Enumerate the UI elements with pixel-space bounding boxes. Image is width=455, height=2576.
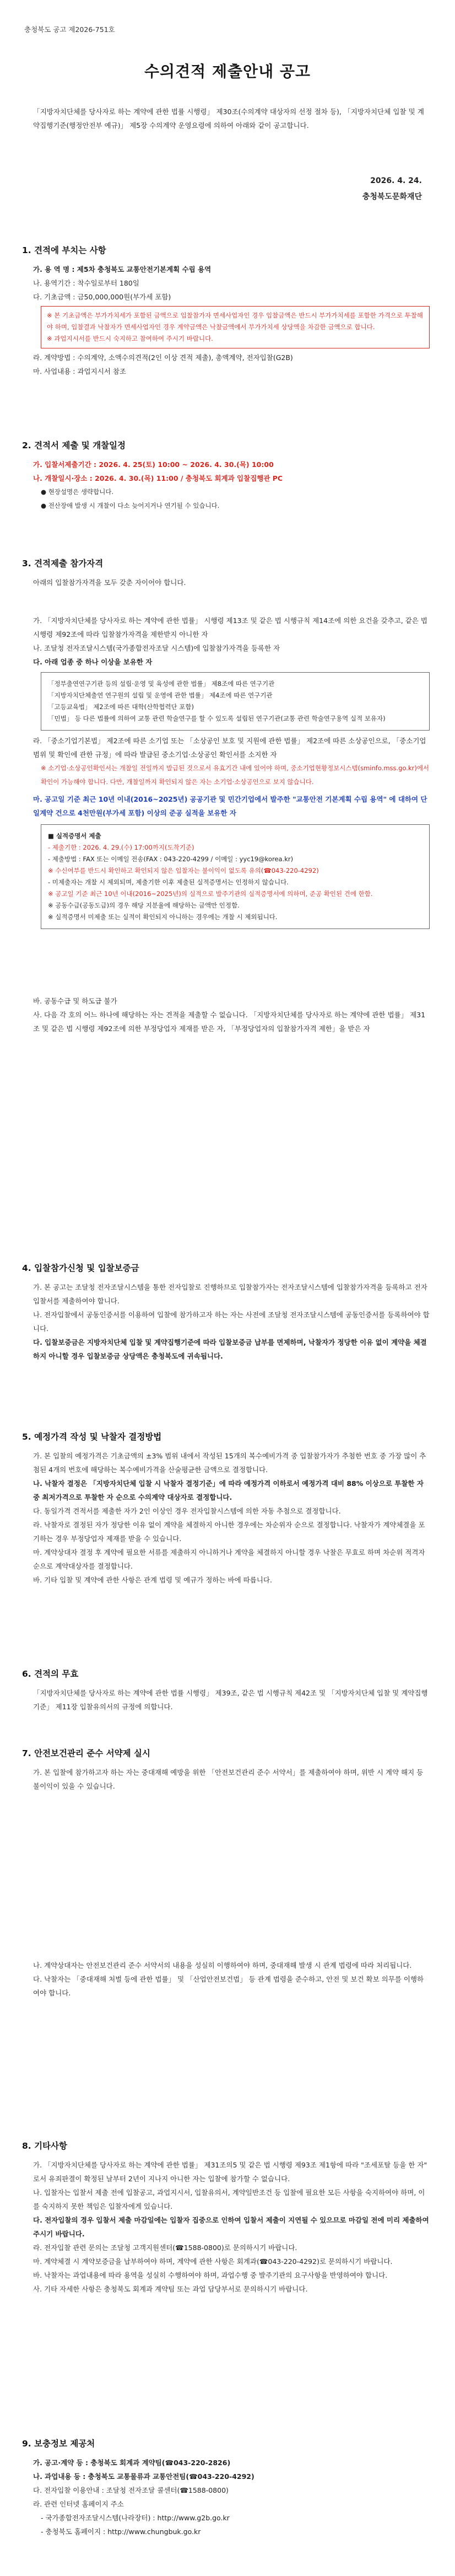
service-name: 가. 용 역 명 : 제5차 충청북도 교통안전기본계획 수립 용역 [33, 265, 212, 273]
price-na: 나. 낙찰자 결정은 「지방자치단체 입찰 시 낙찰자 결정기준」에 따라 예정가격 이하로서 예정가격 대비 88% 이상으로 투찰한 자 중 최저가격으로 투찰한 자 순으로 수의계약 대상자로 결정합니다. [33, 1479, 424, 1501]
safety-na: 나. 계약상대자는 안전보건관리 준수 서약서의 내용을 성실히 이행하여야 하며, 중대재해 발생 시 관계 법령에 따라 처리됩니다. [33, 1961, 412, 1969]
vat-note-2: ※ 과업지시서를 반드시 숙지하고 참여하여 주시기 바랍니다. [47, 335, 213, 342]
qual-na: 나. 조달청 전자조달시스템(국가종합전자조달 시스템)에 입찰참가자격을 등록한 자 [33, 644, 280, 652]
contact-ebid: 다. 전자입찰 이용안내 : 조달청 전자조달 콜센터(☎1588-0800) [33, 2486, 229, 2494]
opening-schedule: 나. 개찰일시·장소 : 2026. 4. 30.(목) 11:00 / 충청북도 회계과 입찰집행관 PC [33, 474, 283, 482]
institution-4: 「민법」 등 다른 법률에 의하여 교통 관련 학술연구를 할 수 있도록 설립된 연구기관(교통 관련 학술연구용역 실적 보유자) [48, 715, 386, 722]
notice-date: 2026. 4. 24. [370, 176, 422, 185]
section-8-title: 8. 기타사항 [22, 2141, 67, 2151]
section-1-body [33, 262, 430, 378]
cert-exclusion-note: ※ 실적증명서 미제출 또는 실적이 확인되지 아니하는 경우에는 개찰 시 제외됩니다. [48, 913, 278, 921]
section-7-body [33, 1765, 430, 2000]
section-2-body [33, 458, 430, 513]
link-g2b[interactable]: - 국가종합전자조달시스템(나라장터) : http://www.g2b.go.kr [41, 2514, 230, 2522]
cert-missing-note: - 미제출자는 개찰 시 제외되며, 제출기한 이후 제출된 실적증명서는 인정하지 않습니다. [48, 878, 289, 886]
bid-na: 나. 전자입찰에서 공동인증서를 이용하여 입찰에 참가하고자 하는 자는 사전에 조달청 전자조달시스템에 공동인증서를 등록하여야 합니다. [33, 1311, 430, 1333]
qual-da: 다. 아래 업종 중 하나 이상을 보유한 자 [33, 658, 153, 666]
service-period: 나. 용역기간 : 착수일로부터 180일 [33, 279, 139, 287]
cert-period-note: ※ 공고일 기준 최근 10년 이내(2016~2025년)의 실적으로 발주기관의 실적증명서에 의하며, 준공 확인된 건에 한함. [48, 890, 373, 898]
misc-ma: 마. 계약체결 시 계약보증금을 납부하여야 하며, 계약에 관한 사항은 회계과(☎043-220-4292)로 문의하시기 바랍니다. [33, 2257, 393, 2266]
institution-2: 「지방자치단체출연 연구원의 설립 및 운영에 관한 법률」 제4조에 따른 연구기관 [48, 691, 273, 699]
misc-ba: 바. 낙찰자는 과업내용에 따라 용역을 성실히 수행하여야 하며, 과업수행 중 발주기관의 요구사항을 반영하여야 합니다. [33, 2271, 388, 2279]
vat-note-1: ※ 본 기초금액은 부가가치세가 포함된 금액으로 입찰참가자 면세사업자인 경우 입찰금액은 반드시 부가가치세를 포함한 가격으로 투찰해야 하며, 입찰결과 낙찰자가 면세사업자인 경우 계약금액은 낙찰금액에서 부가가치세 상당액을 차감한 금액으로 합니다. [47, 312, 423, 331]
contact-websites: 라. 관련 인터넷 홈페이지 주소 [33, 2500, 124, 2508]
section-7-title: 7. 안전보건관리 준수 서약제 실시 [22, 1748, 150, 1758]
project-content: 마. 사업내용 : 과업지시서 참조 [33, 367, 126, 375]
contract-method: 라. 계약방법 : 수의계약, 소액수의견적(2인 이상 견적 제출), 총액계약, 전자입찰(G2B) [33, 353, 293, 362]
section-2-title: 2. 견적서 제출 및 개찰일정 [22, 441, 126, 450]
institution-3: 「고등교육법」 제2조에 따른 대학(산학협력단 포함) [48, 703, 194, 711]
section-9-body [33, 2456, 430, 2539]
performance-cert-box [41, 824, 430, 929]
misc-na: 나. 입찰자는 입찰서 제출 전에 입찰공고, 과업지시서, 입찰유의서, 계약일반조건 등 입찰에 필요한 모든 사항을 숙지하여야 하며, 이를 숙지하지 못한 책임은 입찰자에게 있습니다. [33, 2188, 425, 2210]
contact-contract: 가. 공고·계약 등 : 충청북도 회계과 계약팀(☎043-220-2826) [33, 2459, 231, 2467]
eligible-institutions-box [41, 672, 430, 731]
safety-ga: 가. 본 입찰에 참가하고자 하는 자는 중대재해 예방을 위한 「안전보건관리 준수 서약서」를 제출하여야 하며, 위반 시 계약 해지 등 불이익이 있을 수 있습니다. [33, 1768, 424, 1790]
price-ga: 가. 본 입찰의 예정가격은 기초금액의 ±3% 범위 내에서 작성된 15개의 복수예비가격 중 입찰참가자가 추첨한 번호 중 가장 많이 추첨된 4개의 번호에 해당하는 복수예비가격을 산술평균한 금액으로 결정합니다. [33, 1452, 426, 1474]
section-5-body [33, 1449, 430, 1587]
issuing-org: 충청북도문화재단 [362, 192, 422, 201]
cert-joint-note: ※ 공동수급(공동도급)의 경우 해당 지분율에 해당하는 금액만 인정함. [48, 901, 240, 909]
price-da: 다. 동일가격 견적서를 제출한 자가 2인 이상인 경우 전자입찰시스템에 의한 자동 추첨으로 결정합니다. [33, 1507, 341, 1515]
invalid-bid-text: 「지방자치단체를 당사자로 하는 계약에 관한 법률 시행령」 제39조, 같은 법 시행규칙 제42조 및 「지방자치단체 입찰 및 계약집행기준」 제11장 입찰유의서의 규정에 의합니다. [33, 1689, 428, 1711]
section-4-body [33, 1280, 430, 1363]
qual-ma: 마. 공고일 기준 최근 10년 이내(2016~2025년) 공공기관 및 민간기업에서 발주한 "교통안전 기본계획 수립 용역" 에 대하여 단일계약 건으로 4천만원(부가세 포함) 이상의 준공 실적을 보유한 자 [33, 795, 427, 817]
price-ba: 바. 기타 입찰 및 계약에 관한 사항은 관계 법령 및 예규가 정하는 바에 따릅니다. [33, 1576, 272, 1584]
notice-number: 충청북도 공고 제2026-751호 [24, 25, 115, 34]
qual-ba: 바. 공동수급 및 하도급 불가 [33, 997, 117, 1005]
institution-1: 「정부출연연구기관 등의 설립·운영 및 육성에 관한 법률」 제8조에 따른 연구기관 [48, 680, 275, 688]
section-5-title: 5. 예정가격 작성 및 낙찰자 결정방법 [22, 1432, 162, 1442]
site-briefing-note: ● 현장설명은 생략합니다. [41, 488, 114, 496]
cert-heading: ■ 실적증명서 제출 [48, 832, 101, 840]
page-title: 수의견적 제출안내 공고 [144, 62, 311, 80]
intro-paragraph: 「지방자치단체를 당사자로 하는 계약에 관한 법률 시행령」 제30조(수의계약 대상자의 선정 절차 등), 「지방자치단체 입찰 및 계약집행기준(행정안전부 예규)」 제5장 수의계약 운영요령에 의하여 아래와 같이 공고합니다. [33, 108, 424, 130]
qual-ga: 가. 「지방자치단체를 당사자로 하는 계약에 관한 법률」 시행령 제13조 및 같은 법 시행규칙 제14조에 의한 요건을 갖추고, 같은 법 시행령 제92조에 따라 입찰참가자격을 제한받지 아니한 자 [33, 616, 427, 638]
misc-sa: 사. 기타 자세한 사항은 충청북도 회계과 계약팀 또는 과업 담당부서로 문의하시기 바랍니다. [33, 2285, 308, 2293]
cert-deadline: - 제출기한 : 2026. 4. 29.(수) 17:00까지(도착기준) [48, 844, 194, 851]
submission-period: 가. 입찰서제출기간 : 2026. 4. 25(토) 10:00 ~ 2026. 4. 30.(목) 10:00 [33, 460, 274, 469]
qual-ra: 라. 「중소기업기본법」 제2조에 따른 소기업 또는 「소상공인 보호 및 지원에 관한 법률」 제2조에 따른 소상공인으로, 「중소기업범위 및 확인에 관한 규정」에 따라 발급된 중소기업·소상공인 확인서를 소지한 자 [33, 737, 426, 759]
section-4-title: 4. 입찰참가신청 및 입찰보증금 [22, 1263, 139, 1273]
link-chungbuk[interactable]: - 충청북도 홈페이지 : http://www.chungbuk.go.kr [41, 2527, 201, 2536]
contact-task: 나. 과업내용 등 : 충청북도 교통물류과 교통안전팀(☎043-220-4292) [33, 2472, 254, 2481]
cert-method: - 제출방법 : FAX 또는 이메일 전송(FAX : 043-220-4299 / 이메일 : yyc19@korea.kr) [48, 855, 294, 863]
bid-da: 다. 입찰보증금은 지방자치단체 입찰 및 계약집행기준에 따라 입찰보증금 납부를 면제하며, 낙찰자가 정당한 이유 없이 계약을 체결하지 아니할 경우 입찰보증금 상당액은 충청북도에 귀속됩니다. [33, 1338, 427, 1360]
bid-ga: 가. 본 공고는 조달청 전자조달시스템을 통한 전자입찰로 진행하므로 입찰참가자는 전자조달시스템에 입찰참가자격을 등록하고 전자입찰서를 제출하여야 합니다. [33, 1283, 427, 1305]
section-8-body [33, 2158, 430, 2296]
misc-da: 다. 전자입찰의 경우 입찰서 제출 마감일에는 입찰자 집중으로 인하여 입찰서 제출이 지연될 수 있으므로 마감일 전에 미리 제출하여 주시기 바랍니다. [33, 2216, 429, 2238]
cert-receipt-note: ※ 수신여부를 반드시 확인하고 확인되지 않은 입찰자는 불이익이 없도록 유의(☎043-220-4292) [48, 867, 319, 874]
section-6-body [33, 1686, 430, 1714]
section-3-body [33, 576, 430, 1035]
price-ma: 마. 계약상대자 결정 후 계약에 필요한 서류를 제출하지 아니하거나 계약을 체결하지 아니할 경우 낙찰은 무효로 하며 차순위 적격자 순으로 계약대상자를 결정합니다. [33, 1548, 425, 1570]
price-ra: 라. 낙찰자로 결정된 자가 정당한 이유 없이 계약을 체결하지 아니한 경우에는 차순위자 순으로 결정합니다. 낙찰자가 계약체결을 포기하는 경우 부정당업자 제재를 받을 수 있습니다. [33, 1521, 425, 1543]
section-6-title: 6. 견적의 무효 [22, 1669, 79, 1679]
misc-ga: 가. 「지방자치단체를 당사자로 하는 계약에 관한 법률」 제31조의5 및 같은 법 시행령 제93조 제1항에 따라 "조세포탈 등을 한 자" 로서 유죄판결이 확정된 날부터 2년이 지나지 아니한 자는 입찰에 참가할 수 없습니다. [33, 2161, 427, 2183]
system-failure-note: ● 전산장애 발생 시 개찰이 다소 늦어지거나 연기될 수 있습니다. [41, 502, 220, 509]
misc-ra: 라. 전자입찰 관련 문의는 조달청 고객지원센터(☎1588-0800)로 문의하시기 바랍니다. [33, 2244, 297, 2252]
qual-sa: 사. 다음 각 호의 어느 하나에 해당하는 자는 견적을 제출할 수 없습니다. 「지방자치단체를 당사자로 하는 계약에 관한 법률」 제31조 및 같은 법 시행령 제92조에 의한 부정당업자 제재를 받은 자, 「부정당업자의 입찰참가자격 제한」을 받은 자 [33, 1011, 426, 1033]
safety-da: 다. 낙찰자는 「중대재해 처벌 등에 관한 법률」 및 「산업안전보건법」 등 관계 법령을 준수하고, 안전 및 보건 확보 의무를 이행하여야 합니다. [33, 1975, 424, 1997]
section-9-title: 9. 보충정보 제공처 [22, 2439, 95, 2449]
qual-ra-note: ※ 소기업·소상공인확인서는 개찰일 전일까지 발급된 것으로서 유효기간 내에 있어야 하며, 중소기업현황정보시스템(sminfo.mss.go.kr)에서 확인이 가능해야 합니다. 다만, 개찰일까지 확인되지 않은 자는 소기업·소상공인으로 보지 않습니다. [41, 764, 430, 786]
section-1-title: 1. 견적에 부치는 사항 [22, 245, 106, 255]
vat-notice [41, 306, 430, 348]
qualification-lead: 아래의 입찰참가자격을 모두 갖춘 자이어야 합니다. [33, 578, 186, 587]
base-amount: 다. 기초금액 : 금50,000,000원(부가세 포함) [33, 293, 171, 301]
section-3-title: 3. 견적제출 참가자격 [22, 559, 104, 568]
